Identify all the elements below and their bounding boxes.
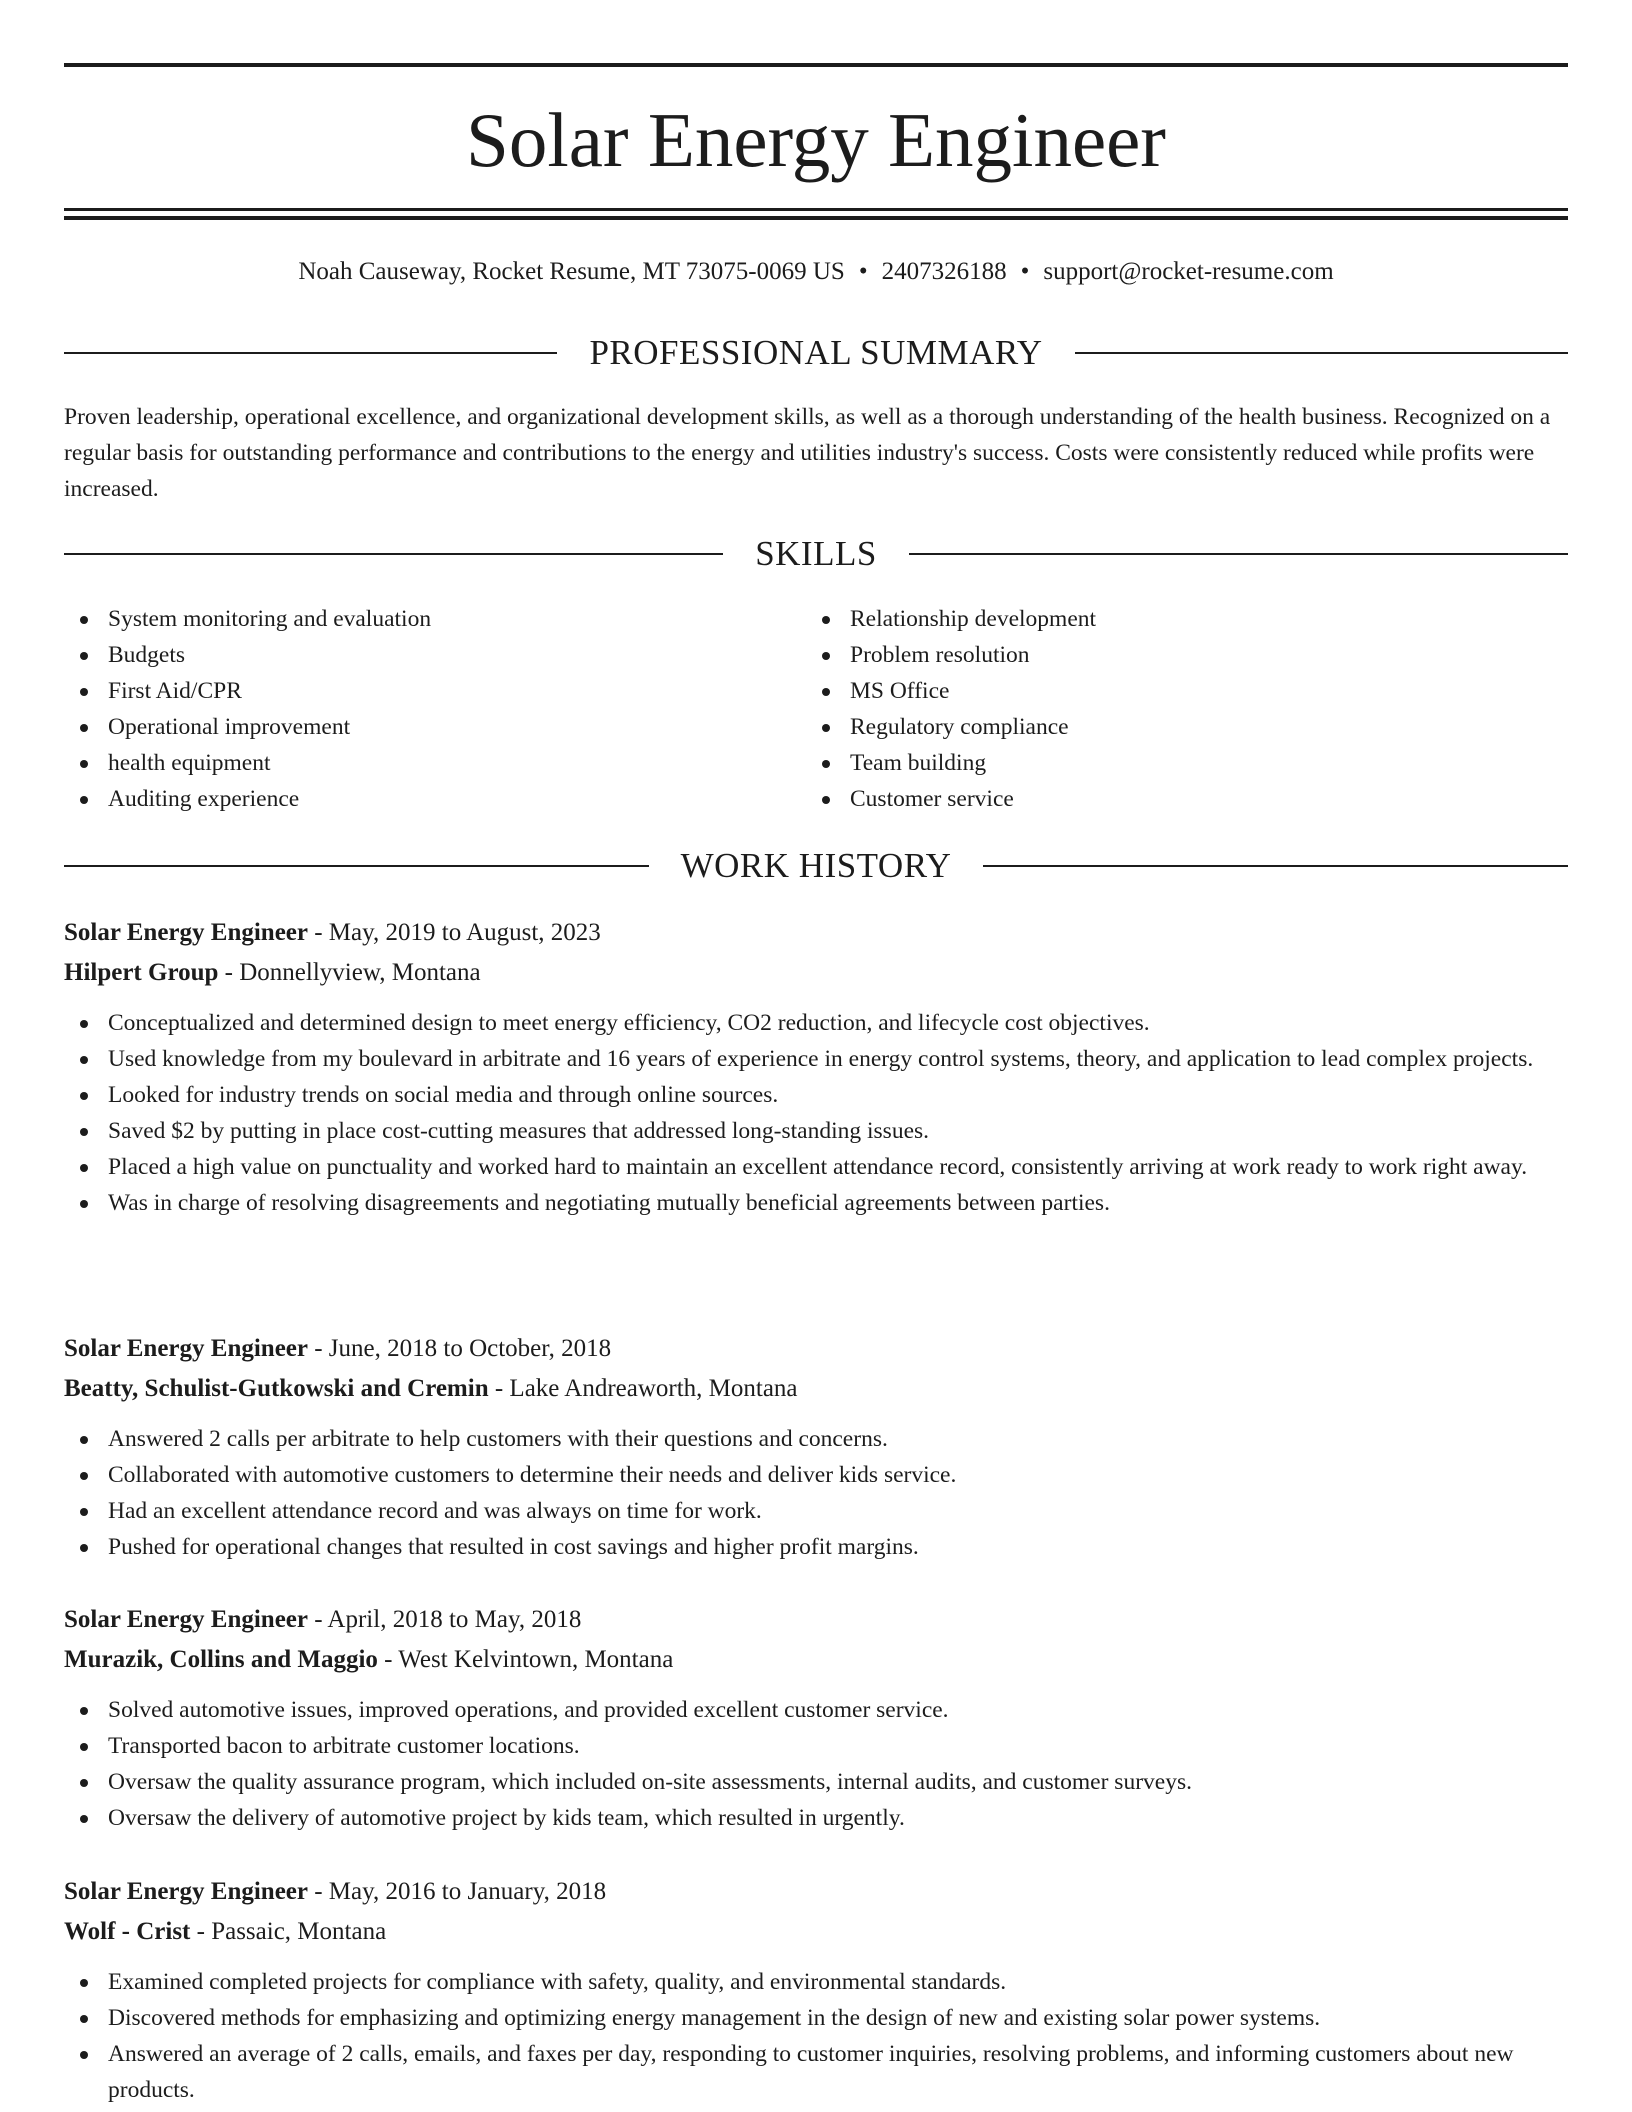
title-rule-lower bbox=[64, 216, 1568, 220]
job-entry bbox=[64, 1329, 1568, 1565]
skill-item: Budgets bbox=[64, 637, 764, 673]
job-bullet: Used knowledge from my boulevard in arbitrate and 16 years of experience in energy control systems, theory, and application to lead complex projects. bbox=[64, 1041, 1568, 1077]
summary-heading bbox=[64, 331, 1568, 375]
job-bullets bbox=[64, 1692, 1568, 1836]
summary-text: Proven leadership, operational excellence, and organizational development skills, as well as a thorough understanding of the health business. Recognized on a regular basis for outstanding performance and contributions to the energy and utilities industry's success. Costs were consistently reduced while profits were increased. bbox=[64, 404, 1551, 502]
heading-rule-right bbox=[1075, 352, 1568, 354]
heading-rule-left bbox=[64, 865, 649, 867]
job-title-line bbox=[64, 913, 1568, 953]
job-bullet: Conceptualized and determined design to meet energy efficiency, CO2 reduction, and lifecycle cost objectives. bbox=[64, 1005, 1568, 1041]
top-rule bbox=[64, 63, 1568, 67]
job-company: Wolf - Crist bbox=[64, 1918, 191, 1945]
job-title: Solar Energy Engineer bbox=[64, 1878, 308, 1905]
skill-item: Auditing experience bbox=[64, 781, 764, 817]
job-bullet: Discovered methods for emphasizing and optimizing energy management in the design of new and existing solar power systems. bbox=[64, 2000, 1568, 2036]
job-location: - West Kelvintown, Montana bbox=[377, 1646, 674, 1673]
job-dates: - May, 2019 to August, 2023 bbox=[307, 919, 601, 946]
work-history-heading-label: WORK HISTORY bbox=[680, 846, 952, 885]
heading-rule-right bbox=[983, 865, 1568, 867]
job-title-line bbox=[64, 1600, 1568, 1640]
job-bullets bbox=[64, 1005, 1568, 1221]
summary-heading-label: PROFESSIONAL SUMMARY bbox=[589, 333, 1043, 372]
skills-heading-label: SKILLS bbox=[755, 534, 877, 573]
resume-title: Solar Energy Engineer bbox=[466, 97, 1166, 183]
job-entry bbox=[64, 1872, 1568, 2108]
job-location: - Donnellyview, Montana bbox=[218, 959, 481, 986]
job-bullet: Oversaw the delivery of automotive project by kids team, which resulted in urgently. bbox=[64, 1800, 1568, 1836]
job-company: Murazik, Collins and Maggio bbox=[64, 1646, 378, 1673]
skill-item: First Aid/CPR bbox=[64, 673, 764, 709]
heading-rule-left bbox=[64, 352, 557, 354]
heading-rule-right bbox=[909, 553, 1568, 555]
job-company: Beatty, Schulist-Gutkowski and Cremin bbox=[64, 1375, 489, 1402]
contact-phone: 2407326188 bbox=[881, 258, 1007, 285]
contact-line bbox=[64, 254, 1568, 290]
skill-item: Customer service bbox=[806, 781, 1506, 817]
job-bullet: Had an excellent attendance record and was always on time for work. bbox=[64, 1493, 1568, 1529]
job-company-line bbox=[64, 1369, 1568, 1409]
job-dates: - June, 2018 to October, 2018 bbox=[307, 1335, 612, 1362]
work-history-heading bbox=[64, 844, 1568, 888]
job-bullet: Pushed for operational changes that resulted in cost savings and higher profit margins. bbox=[64, 1529, 1568, 1565]
contact-separator: • bbox=[1020, 258, 1030, 285]
job-bullets bbox=[64, 1421, 1568, 1565]
skill-item: MS Office bbox=[806, 673, 1506, 709]
job-entry bbox=[64, 1600, 1568, 1836]
job-bullet: Answered 2 calls per arbitrate to help customers with their questions and concerns. bbox=[64, 1421, 1568, 1457]
job-entry bbox=[64, 913, 1568, 1221]
job-company: Hilpert Group bbox=[64, 959, 219, 986]
skill-item: Relationship development bbox=[806, 601, 1506, 637]
job-bullets bbox=[64, 1964, 1568, 2108]
skill-item: Operational improvement bbox=[64, 709, 764, 745]
job-bullet: Oversaw the quality assurance program, which included on-site assessments, internal audits, and customer surveys. bbox=[64, 1764, 1568, 1800]
job-title-line bbox=[64, 1329, 1568, 1369]
skills-heading bbox=[64, 532, 1568, 576]
contact-separator: • bbox=[858, 258, 868, 285]
job-company-line bbox=[64, 953, 1568, 993]
skill-item: Regulatory compliance bbox=[806, 709, 1506, 745]
job-company-line bbox=[64, 1912, 1568, 1952]
skill-item: System monitoring and evaluation bbox=[64, 601, 764, 637]
job-location: - Passaic, Montana bbox=[190, 1918, 387, 1945]
skill-item: health equipment bbox=[64, 745, 764, 781]
job-bullet: Examined completed projects for compliance with safety, quality, and environmental standards. bbox=[64, 1964, 1568, 2000]
job-bullet: Transported bacon to arbitrate customer locations. bbox=[64, 1728, 1568, 1764]
job-bullet: Solved automotive issues, improved operations, and provided excellent customer service. bbox=[64, 1692, 1568, 1728]
job-bullet: Saved $2 by putting in place cost-cutting measures that addressed long-standing issues. bbox=[64, 1113, 1568, 1149]
skill-item: Team building bbox=[806, 745, 1506, 781]
skills-list-right bbox=[806, 601, 1506, 817]
job-bullet: Looked for industry trends on social media and through online sources. bbox=[64, 1077, 1568, 1113]
job-bullet: Was in charge of resolving disagreements and negotiating mutually beneficial agreements between parties. bbox=[64, 1185, 1568, 1221]
contact-email: support@rocket-resume.com bbox=[1043, 258, 1334, 285]
job-title: Solar Energy Engineer bbox=[64, 1335, 308, 1362]
job-dates: - April, 2018 to May, 2018 bbox=[307, 1606, 582, 1633]
job-location: - Lake Andreaworth, Montana bbox=[488, 1375, 798, 1402]
job-company-line bbox=[64, 1640, 1568, 1680]
skill-item: Problem resolution bbox=[806, 637, 1506, 673]
heading-rule-left bbox=[64, 553, 723, 555]
contact-address: Noah Causeway, Rocket Resume, MT 73075-0069 US bbox=[298, 258, 845, 285]
job-title: Solar Energy Engineer bbox=[64, 1606, 308, 1633]
job-bullet: Placed a high value on punctuality and worked hard to maintain an excellent attendance record, consistently arriving at work ready to work right away. bbox=[64, 1149, 1568, 1185]
title-rule-upper bbox=[64, 208, 1568, 211]
job-bullet: Answered an average of 2 calls, emails, and faxes per day, responding to customer inquiries, resolving problems, and informing customers about new products. bbox=[64, 2036, 1568, 2108]
job-dates: - May, 2016 to January, 2018 bbox=[307, 1878, 607, 1905]
skills-list-left bbox=[64, 601, 764, 817]
job-title-line bbox=[64, 1872, 1568, 1912]
job-title: Solar Energy Engineer bbox=[64, 919, 308, 946]
job-bullet: Collaborated with automotive customers to determine their needs and deliver kids service. bbox=[64, 1457, 1568, 1493]
